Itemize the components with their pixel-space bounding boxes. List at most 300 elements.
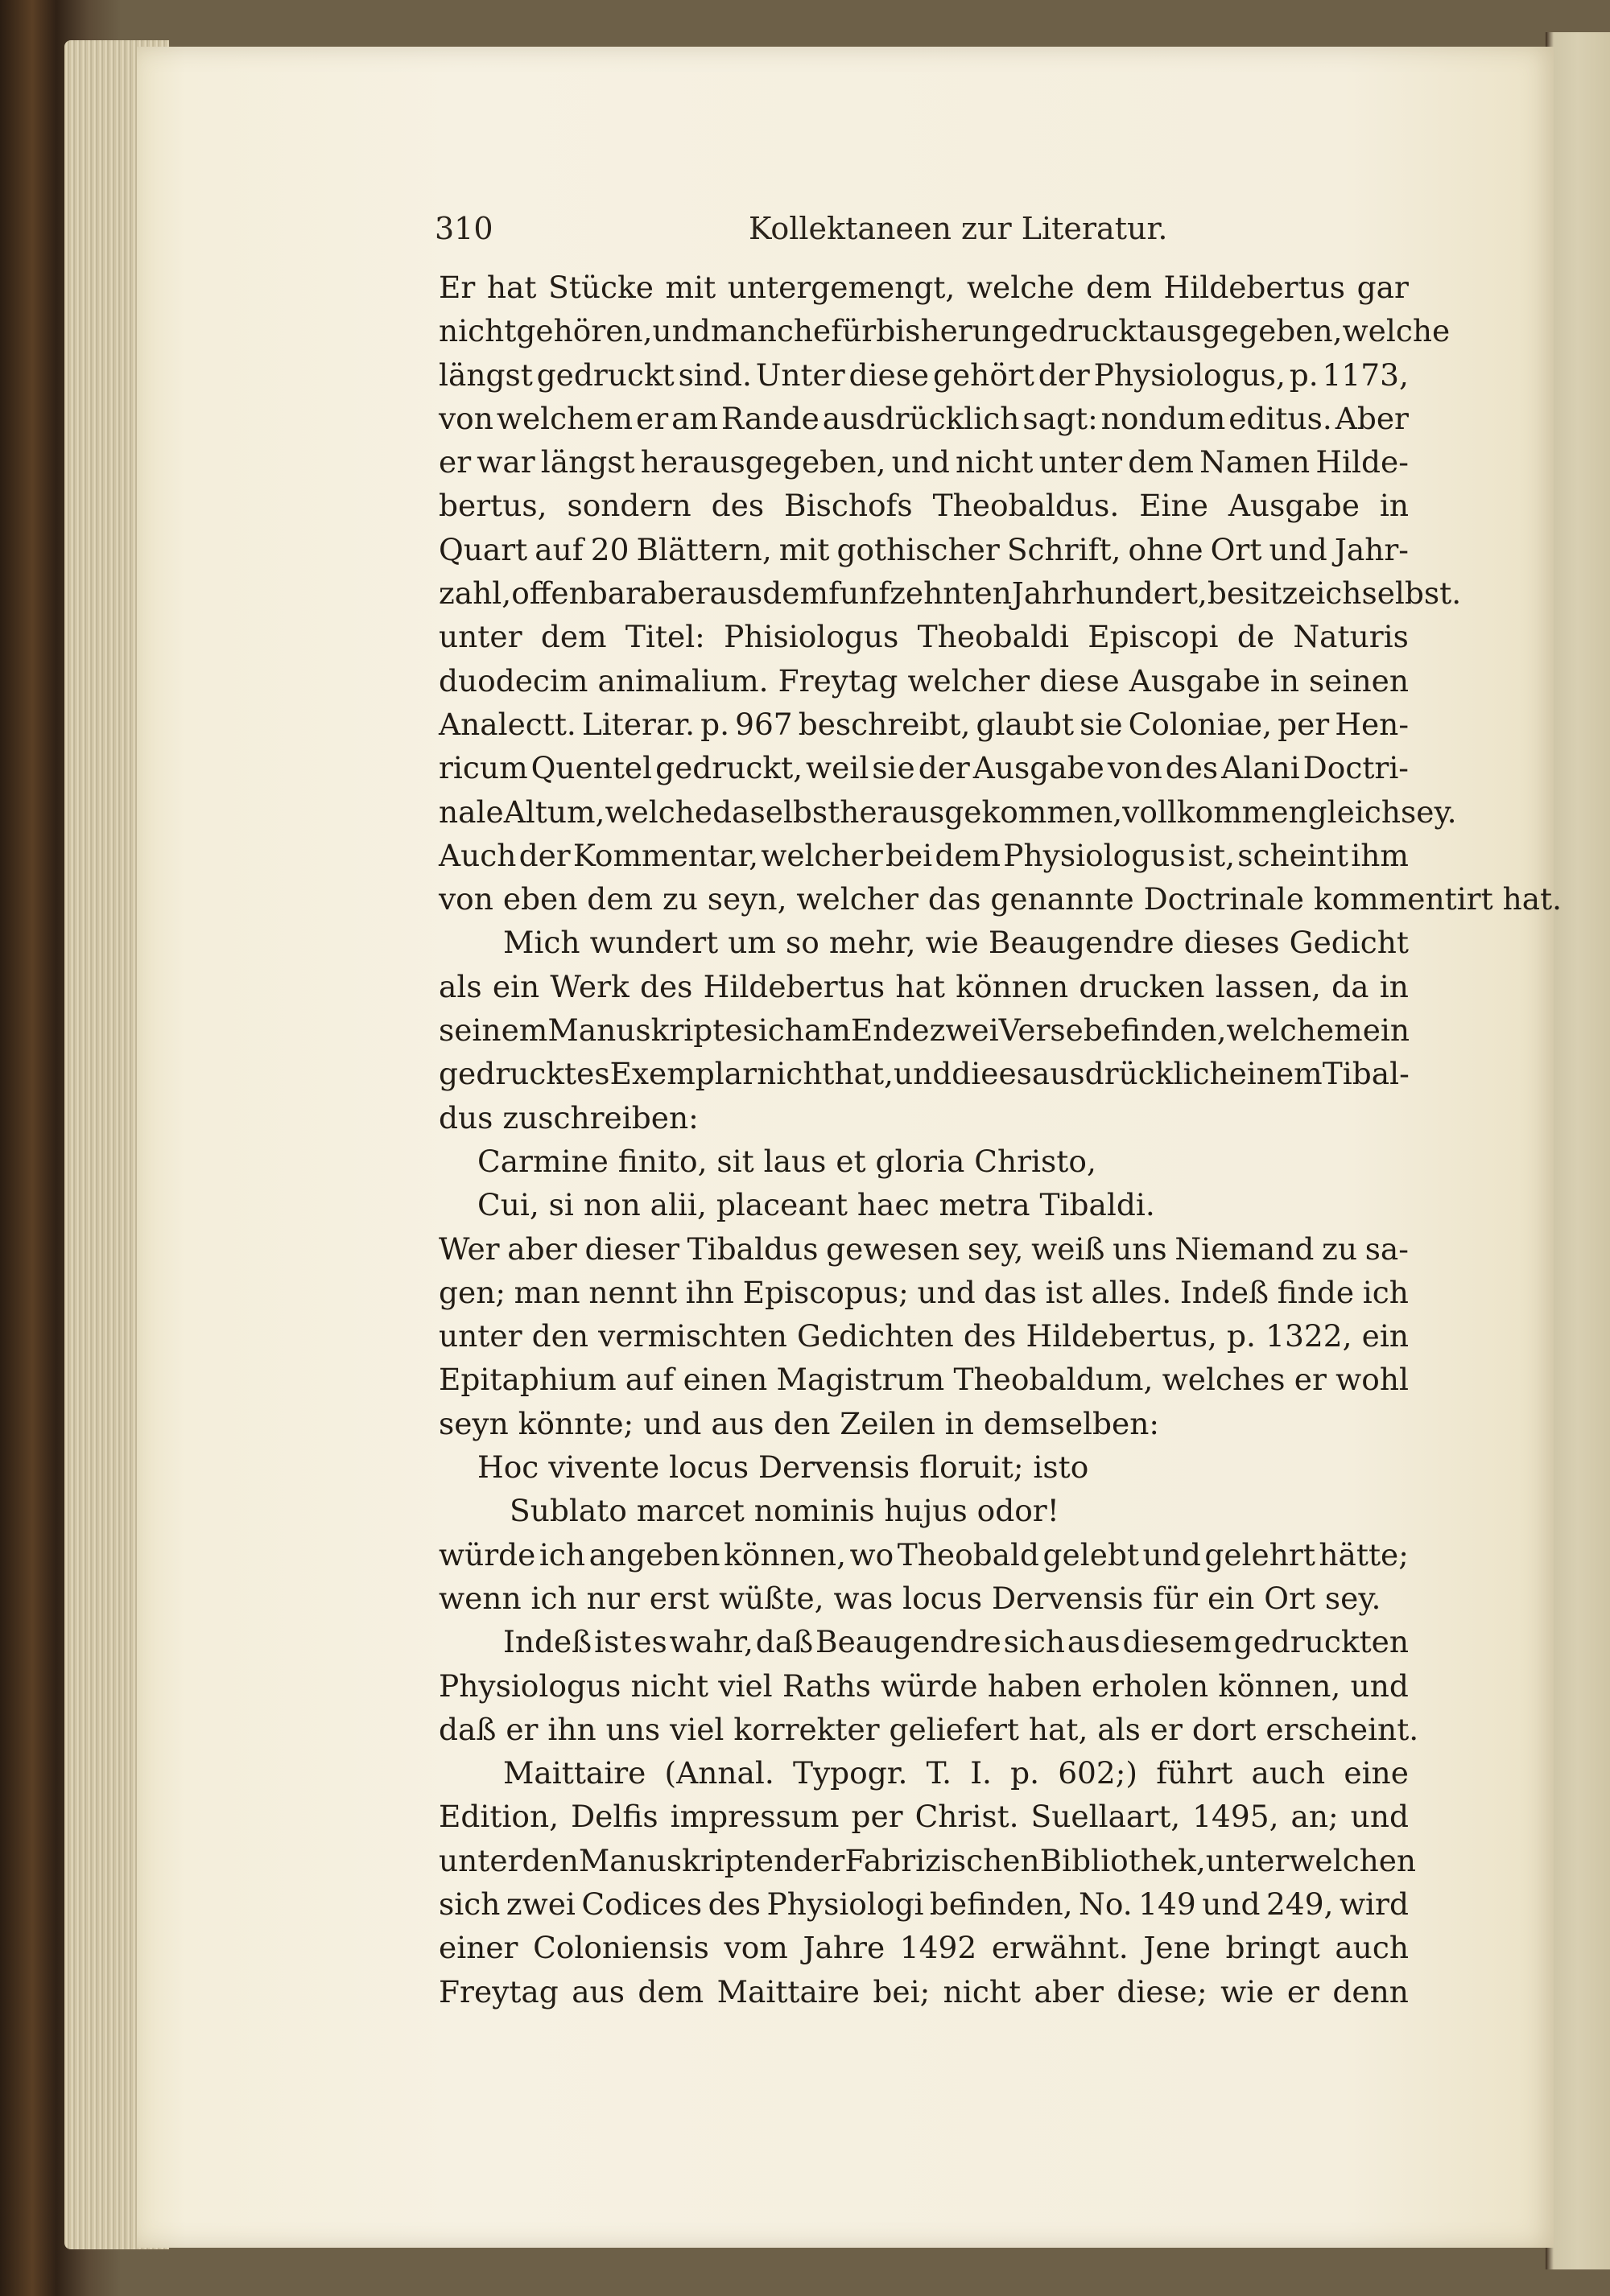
word: Schrift, — [1006, 531, 1121, 567]
word: der — [1038, 357, 1090, 393]
word: wundert — [589, 925, 719, 961]
word: dieses — [1183, 925, 1280, 961]
word: Analectt. — [439, 706, 576, 742]
word: Hildebertus — [703, 968, 886, 1004]
word: mein — [1334, 1012, 1410, 1049]
text-line — [439, 1008, 1409, 1052]
word: gleich — [1307, 794, 1402, 830]
word: bertus, — [439, 488, 547, 524]
word: Gedicht — [1289, 925, 1409, 961]
word: auf — [625, 1362, 675, 1398]
word: offenbar — [511, 575, 641, 612]
word: vom — [724, 1930, 788, 1966]
word: Christ. — [914, 1799, 1019, 1835]
word: befinden, — [1083, 1012, 1227, 1049]
word: per — [851, 1799, 903, 1835]
word: ein — [492, 968, 540, 1004]
word: per — [1278, 706, 1330, 742]
word: längst — [540, 444, 635, 480]
word: duodecim — [439, 662, 588, 699]
word: impressum — [670, 1799, 840, 1835]
word: Jahr- — [1334, 531, 1409, 567]
text-line: wenn ich nur erst wüßte, was locus Dervensis für ein Ort sey. — [439, 1580, 1381, 1616]
word: am — [803, 1012, 851, 1049]
word: bei — [885, 837, 933, 873]
text-line — [439, 309, 1451, 352]
text-line — [439, 484, 1409, 527]
word: welches — [1162, 1362, 1286, 1398]
word: Manuskripte — [547, 1012, 743, 1049]
word: für — [831, 313, 877, 349]
word: ich — [1362, 1274, 1409, 1310]
word: Hilde- — [1315, 444, 1409, 480]
text-line — [439, 1882, 1409, 1926]
word: Mich — [503, 925, 580, 961]
word: gedrucktes — [439, 1056, 610, 1092]
page-header — [435, 211, 1417, 259]
word: eine — [1344, 1755, 1409, 1791]
word: wie — [1220, 1973, 1274, 2010]
body-text — [439, 266, 1563, 2014]
word: ausgegeben, — [1149, 313, 1343, 349]
word: wohl — [1335, 1362, 1409, 1398]
word: sondern — [567, 488, 691, 524]
word: aber — [507, 1230, 577, 1267]
word: der — [793, 1842, 845, 1878]
word: und — [1350, 1799, 1409, 1835]
word: Manuskripten — [578, 1842, 794, 1878]
word: Suellaart, — [1030, 1799, 1181, 1835]
word: hat, — [834, 1056, 894, 1092]
word: wie — [925, 925, 979, 961]
word: Fabrizischen — [844, 1842, 1040, 1878]
word: wo — [849, 1536, 894, 1573]
word: gehören, — [516, 313, 653, 349]
word: vermischten — [598, 1318, 787, 1354]
text-line — [439, 1795, 1409, 1838]
word: welche — [605, 794, 713, 830]
word: dem — [638, 1973, 704, 2010]
text-line: von eben dem zu seyn, welcher das genannte Doctrinale kommentirt hat. — [439, 881, 1563, 917]
word: 1495, — [1192, 1799, 1279, 1835]
text-line — [439, 1314, 1409, 1358]
word: 1322, — [1265, 1318, 1352, 1354]
text-line — [439, 571, 1462, 615]
word: daß — [755, 1624, 814, 1660]
word: auch — [1251, 1755, 1326, 1791]
word: 1173, — [1322, 357, 1409, 393]
word: funfzehnten — [828, 575, 1012, 612]
word: mehr, — [828, 925, 916, 961]
word: Theobaldum, — [953, 1362, 1154, 1398]
word: Unter — [755, 357, 845, 393]
word: und — [1142, 1536, 1201, 1573]
word: untergemengt, — [727, 270, 956, 305]
page-number: 310 — [435, 211, 493, 246]
word: bei; — [873, 1973, 931, 2010]
word: würde — [439, 1536, 536, 1573]
word: man — [514, 1274, 580, 1310]
verse-line: Hoc vivente locus Dervensis floruit; isto — [477, 1449, 1089, 1486]
word: I. — [970, 1755, 992, 1791]
book-right-edge — [1546, 32, 1610, 2269]
word: nicht — [439, 313, 517, 349]
word: wahr, — [669, 1624, 753, 1660]
word: denn — [1332, 1973, 1409, 2010]
word: lassen, — [1215, 968, 1321, 1004]
word: nicht — [757, 1056, 835, 1092]
word: Theobaldi — [917, 619, 1069, 655]
word: seinen — [1309, 662, 1409, 699]
text-line — [439, 528, 1409, 571]
word: nondum — [1100, 400, 1226, 436]
word: welche — [966, 270, 1075, 305]
word: daselbst — [712, 794, 840, 830]
word: des — [711, 488, 765, 524]
word: Stücke — [548, 270, 654, 305]
word: Indeß — [503, 1624, 592, 1660]
word: wird — [1339, 1886, 1409, 1922]
word: war — [477, 444, 535, 480]
word: so — [786, 925, 819, 961]
word: Coloniensis — [533, 1930, 709, 1966]
word: dem — [762, 575, 829, 612]
word: sich — [742, 1012, 804, 1049]
word: ricum — [439, 750, 528, 786]
word: in — [1379, 488, 1409, 524]
word: Kommentar, — [572, 837, 759, 873]
text-line — [439, 834, 1409, 877]
text-line — [439, 965, 1409, 1008]
word: weiß — [1031, 1230, 1105, 1267]
word: 967 — [735, 706, 793, 742]
word: Physiologus, — [1093, 357, 1286, 393]
word: er — [1294, 1362, 1327, 1398]
word: sind. — [678, 357, 752, 393]
word: er — [439, 444, 472, 480]
word: Er — [439, 270, 476, 305]
word: und — [917, 1274, 976, 1310]
word: an; — [1290, 1799, 1339, 1835]
word: unter — [439, 1842, 522, 1878]
word: Wer — [439, 1230, 500, 1267]
word: nale — [439, 794, 504, 830]
word: Beaugendre — [988, 925, 1174, 961]
word: mit — [665, 270, 716, 305]
word: Exemplar — [609, 1056, 758, 1092]
word: dem — [1128, 444, 1194, 480]
text-line — [439, 1271, 1409, 1314]
word: hätte; — [1319, 1536, 1409, 1573]
word: nicht — [956, 444, 1034, 480]
word: welche — [1226, 1012, 1335, 1049]
word: 20 — [590, 531, 630, 567]
word: Doctri- — [1302, 750, 1409, 786]
word: ist — [594, 1624, 632, 1660]
word: gothischer — [836, 531, 1000, 567]
text-line — [439, 397, 1409, 440]
word: Indeß — [1179, 1274, 1269, 1310]
text-line — [439, 1839, 1417, 1882]
word: welcher — [761, 837, 883, 873]
word: ihn — [685, 1274, 734, 1310]
word: Coloniae, — [1128, 706, 1273, 742]
word: Ausgabe — [1228, 488, 1360, 524]
word: animalium. — [597, 662, 769, 699]
word: manche — [710, 313, 832, 349]
word: 602;) — [1058, 1755, 1138, 1791]
word: herausgekommen, — [840, 794, 1123, 830]
word: den — [522, 1842, 579, 1878]
word: Tibal- — [1322, 1056, 1410, 1092]
word: Raths — [782, 1667, 871, 1704]
word: ungedruckt — [972, 313, 1150, 349]
word: gar — [1356, 270, 1409, 305]
word: gelehrt — [1204, 1536, 1315, 1573]
word: diese — [1039, 662, 1120, 699]
word: Ausgabe — [972, 750, 1104, 786]
word: (Annal. — [664, 1755, 774, 1791]
word: alles. — [1091, 1274, 1172, 1310]
word: würde — [881, 1667, 978, 1704]
word: Bibliothek, — [1039, 1842, 1206, 1878]
word: scheint — [1237, 837, 1349, 873]
word: von — [439, 400, 493, 436]
word: bringt — [1225, 1930, 1320, 1966]
word: des — [639, 968, 693, 1004]
word: ich — [539, 1536, 586, 1573]
word: Titel: — [625, 619, 705, 655]
word: ein — [1361, 1318, 1409, 1354]
word: Maittaire — [716, 1973, 860, 2010]
word: unter — [439, 619, 522, 655]
word: Jahre — [803, 1930, 886, 1966]
word: Physiologus — [1003, 837, 1186, 873]
word: Jahrhundert, — [1011, 575, 1208, 612]
word: Theobald — [897, 1536, 1040, 1573]
word: Ort — [1210, 531, 1262, 567]
word: welchem — [496, 400, 634, 436]
word: Tibaldus — [687, 1230, 819, 1267]
word: bisher — [876, 313, 972, 349]
word: gelebt — [1042, 1536, 1140, 1573]
word: p. — [1289, 357, 1319, 393]
word: er — [1286, 1973, 1319, 2010]
word: viel — [718, 1667, 773, 1704]
word: auch — [1335, 1930, 1409, 1966]
word: Epitaphium — [439, 1362, 617, 1398]
word: unter — [439, 1318, 522, 1354]
word: Quart — [439, 531, 528, 567]
word: weil — [806, 750, 869, 786]
text-line — [439, 746, 1409, 789]
word: in — [1269, 662, 1299, 699]
word: ist — [1045, 1274, 1083, 1310]
word: zwei — [506, 1886, 576, 1922]
word: Quentel — [530, 750, 653, 786]
word: Jene — [1143, 1930, 1211, 1966]
word: p. — [1010, 1755, 1040, 1791]
word: Edition, — [439, 1799, 559, 1835]
word: es — [998, 1056, 1032, 1092]
word: haben — [987, 1667, 1082, 1704]
word: ausdrücklich — [822, 400, 1020, 436]
word: Bischofs — [784, 488, 913, 524]
word: befinden, — [929, 1886, 1073, 1922]
word: und — [652, 313, 711, 349]
word: Alani — [1221, 750, 1300, 786]
word: ich — [1315, 575, 1362, 612]
word: von — [1107, 750, 1162, 786]
word: einem — [1228, 1056, 1323, 1092]
word: der — [518, 837, 571, 873]
word: drucken — [1079, 968, 1205, 1004]
word: Episcopus; — [742, 1274, 909, 1310]
word: Delfis — [571, 1799, 658, 1835]
word: aus — [709, 575, 763, 612]
word: nicht — [943, 1973, 1022, 2010]
word: und — [1202, 1886, 1261, 1922]
word: glaubt — [976, 706, 1075, 742]
word: da — [1331, 968, 1369, 1004]
word: angeben — [588, 1536, 720, 1573]
word: des — [1165, 750, 1219, 786]
word: er — [636, 400, 669, 436]
text-line: seyn könnte; und aus den Zeilen in demselben: — [439, 1405, 1160, 1441]
word: erholen — [1091, 1667, 1209, 1704]
text-line — [439, 1533, 1409, 1577]
word: sie — [1080, 706, 1123, 742]
word: Gedichten — [797, 1318, 954, 1354]
text-line — [439, 615, 1409, 658]
word: erwähnt. — [991, 1930, 1129, 1966]
word: und — [1269, 531, 1327, 567]
word: aber — [640, 575, 710, 612]
word: gedruckt — [536, 357, 675, 393]
word: 149 — [1138, 1886, 1196, 1922]
word: zahl, — [439, 575, 512, 612]
word: T. — [926, 1755, 952, 1791]
word: können, — [1218, 1667, 1341, 1704]
word: können, — [724, 1536, 847, 1573]
word: gehört — [932, 357, 1034, 393]
word: des — [708, 1886, 762, 1922]
word: ausdrücklich — [1031, 1056, 1229, 1092]
word: das — [984, 1274, 1037, 1310]
text-line — [439, 1970, 1409, 2014]
verse-line: Cui, si non alii, placeant haec metra Tibaldi. — [477, 1187, 1155, 1223]
word: welcher — [907, 662, 1030, 699]
text-line: dus zuschreiben: — [439, 1099, 699, 1136]
word: besitze — [1207, 575, 1316, 612]
word: und — [893, 1056, 952, 1092]
word: gen; — [439, 1274, 506, 1310]
word: sie — [872, 750, 915, 786]
text-line: daß er ihn uns viel korrekter geliefert hat, als er dort erscheint. — [439, 1711, 1419, 1747]
word: der — [918, 750, 970, 786]
running-title: Kollektaneen zur Literatur. — [749, 211, 1168, 246]
word: Blättern, — [636, 531, 772, 567]
text-line — [439, 440, 1409, 484]
text-line — [439, 1358, 1409, 1401]
word: hat — [895, 968, 945, 1004]
word: vollkommen — [1122, 794, 1308, 830]
word: Ende — [850, 1012, 930, 1049]
word: Niemand — [1174, 1230, 1315, 1267]
word: Rande — [720, 400, 819, 436]
word: 1492 — [899, 1930, 977, 1966]
word: welche — [1342, 313, 1451, 349]
word: auf — [535, 531, 584, 567]
word: Ausgabe — [1129, 662, 1261, 699]
text-line — [439, 1926, 1409, 1969]
word: diese — [848, 357, 930, 393]
word: Theobaldus. — [932, 488, 1120, 524]
word: diesem — [1122, 1624, 1232, 1660]
word: aus — [1067, 1624, 1121, 1660]
word: aber — [1034, 1973, 1104, 2010]
word: mit — [778, 531, 830, 567]
word: sich — [1003, 1624, 1066, 1660]
text-line — [439, 921, 1409, 964]
word: sagt: — [1022, 400, 1098, 436]
text-line — [439, 1751, 1409, 1795]
word: des — [963, 1318, 1017, 1354]
word: nicht — [630, 1667, 709, 1704]
word: Aber — [1335, 400, 1409, 436]
word: dem — [1086, 270, 1152, 305]
word: editus. — [1228, 400, 1332, 436]
word: Episcopi — [1088, 619, 1219, 655]
word: aus — [572, 1973, 625, 2010]
word: unter — [1205, 1842, 1290, 1878]
word: Namen — [1199, 444, 1311, 480]
word: Physiologus — [439, 1667, 621, 1704]
word: nennt — [588, 1274, 678, 1310]
text-line — [439, 1620, 1409, 1663]
word: 249, — [1265, 1886, 1334, 1922]
word: den — [531, 1318, 589, 1354]
word: als — [439, 968, 482, 1004]
word: ohne — [1128, 531, 1203, 567]
word: Literar. — [581, 706, 696, 742]
word: Codices — [581, 1886, 703, 1922]
word: sey. — [1401, 794, 1457, 830]
word: Phisiologus — [724, 619, 899, 655]
word: zwei — [929, 1012, 999, 1049]
word: am — [671, 400, 719, 436]
word: uns — [1113, 1230, 1167, 1267]
text-line — [439, 703, 1409, 746]
word: ist, — [1187, 837, 1236, 873]
word: Maittaire — [503, 1755, 646, 1791]
word: p. — [700, 706, 730, 742]
word: No. — [1079, 1886, 1133, 1922]
word: einer — [439, 1930, 518, 1966]
word: längst — [439, 357, 533, 393]
word: dem — [935, 837, 1001, 873]
word: herausgegeben, — [640, 444, 886, 480]
word: finde — [1277, 1274, 1355, 1310]
text-line — [439, 1052, 1409, 1095]
word: es — [634, 1624, 667, 1660]
word: einen — [683, 1362, 768, 1398]
text-line — [439, 790, 1457, 834]
word: in — [1379, 968, 1409, 1004]
word: ihm — [1351, 837, 1409, 873]
word: Physiologi — [766, 1886, 924, 1922]
word: gedruckten — [1233, 1624, 1409, 1660]
